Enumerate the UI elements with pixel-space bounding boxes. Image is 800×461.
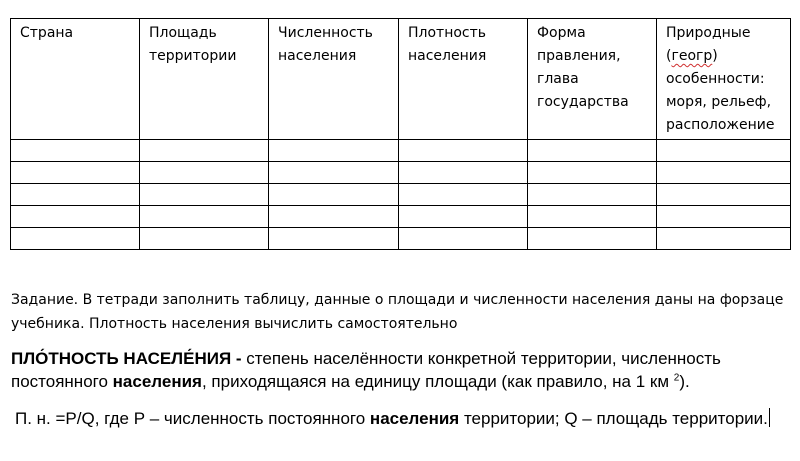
table-row [11, 228, 791, 250]
table-cell[interactable] [269, 206, 399, 228]
table-cell[interactable] [528, 184, 657, 206]
table-cell[interactable] [657, 206, 791, 228]
spellcheck-word[interactable]: геогр [671, 48, 713, 64]
header-density[interactable]: Плотность населения [399, 19, 528, 140]
table-cell[interactable] [399, 184, 528, 206]
header-nature[interactable] [657, 19, 791, 140]
table-cell[interactable] [657, 140, 791, 162]
table-row [11, 206, 791, 228]
data-table [10, 18, 791, 250]
table-cell[interactable] [399, 162, 528, 184]
table-cell[interactable] [11, 184, 140, 206]
table-cell[interactable] [11, 162, 140, 184]
table-cell[interactable] [399, 206, 528, 228]
table-cell[interactable] [399, 140, 528, 162]
table-cell[interactable] [528, 228, 657, 250]
table-cell[interactable] [528, 140, 657, 162]
formula-paragraph[interactable] [15, 407, 790, 430]
table-cell[interactable] [269, 184, 399, 206]
formula-text-1: П. н. =P/Q, где Р – численность постоянного [15, 409, 370, 428]
table-cell[interactable] [11, 228, 140, 250]
formula-bold-word: населения [369, 409, 460, 428]
table-cell[interactable] [140, 184, 269, 206]
table-cell[interactable] [269, 140, 399, 162]
definition-superscript: 2 [673, 372, 680, 384]
header-country[interactable]: Страна [11, 19, 140, 140]
table-cell[interactable] [140, 228, 269, 250]
table-cell[interactable] [140, 140, 269, 162]
table-cell[interactable] [657, 228, 791, 250]
table-cell[interactable] [11, 140, 140, 162]
table-header-row [11, 19, 791, 140]
table-cell[interactable] [528, 162, 657, 184]
definition-text-1: степень населённости конкретной территории, численность постоянного [11, 349, 721, 391]
table-cell[interactable] [657, 162, 791, 184]
definition-text-2: , приходящаяся на единицу площади (как правило, на 1 км [201, 372, 674, 391]
task-paragraph[interactable]: Задание. В тетради заполнить таблицу, данные о площади и численности населения даны на форзаце учебника. Плотность населения вычислить самостоятельно [11, 292, 784, 332]
table-row [11, 140, 791, 162]
formula-text-2: территории; Q – площадь территории. [459, 409, 768, 428]
table-row [11, 184, 791, 206]
table-cell[interactable] [399, 228, 528, 250]
table-cell[interactable] [657, 184, 791, 206]
definition-bold-word: населения [112, 372, 202, 391]
table-cell[interactable] [269, 162, 399, 184]
header-nature-prefix: Природные ( [666, 25, 751, 64]
table-cell[interactable] [140, 162, 269, 184]
header-population[interactable]: Численность населения [269, 19, 399, 140]
header-government[interactable]: Форма правления, глава государства [528, 19, 657, 140]
header-area[interactable]: Площадь территории [140, 19, 269, 140]
table-row [11, 162, 791, 184]
header-nature-suffix: ) особенности: моря, рельеф, расположение [666, 48, 775, 133]
table-cell[interactable] [140, 206, 269, 228]
definition-paragraph[interactable] [11, 347, 791, 393]
definition-term: ПЛО́ТНОСТЬ НАСЕЛЕ́НИЯ - [11, 349, 242, 368]
table-cell[interactable] [11, 206, 140, 228]
table-cell[interactable] [269, 228, 399, 250]
text-cursor [769, 408, 770, 427]
definition-text-3: ). [679, 372, 690, 391]
table-cell[interactable] [528, 206, 657, 228]
